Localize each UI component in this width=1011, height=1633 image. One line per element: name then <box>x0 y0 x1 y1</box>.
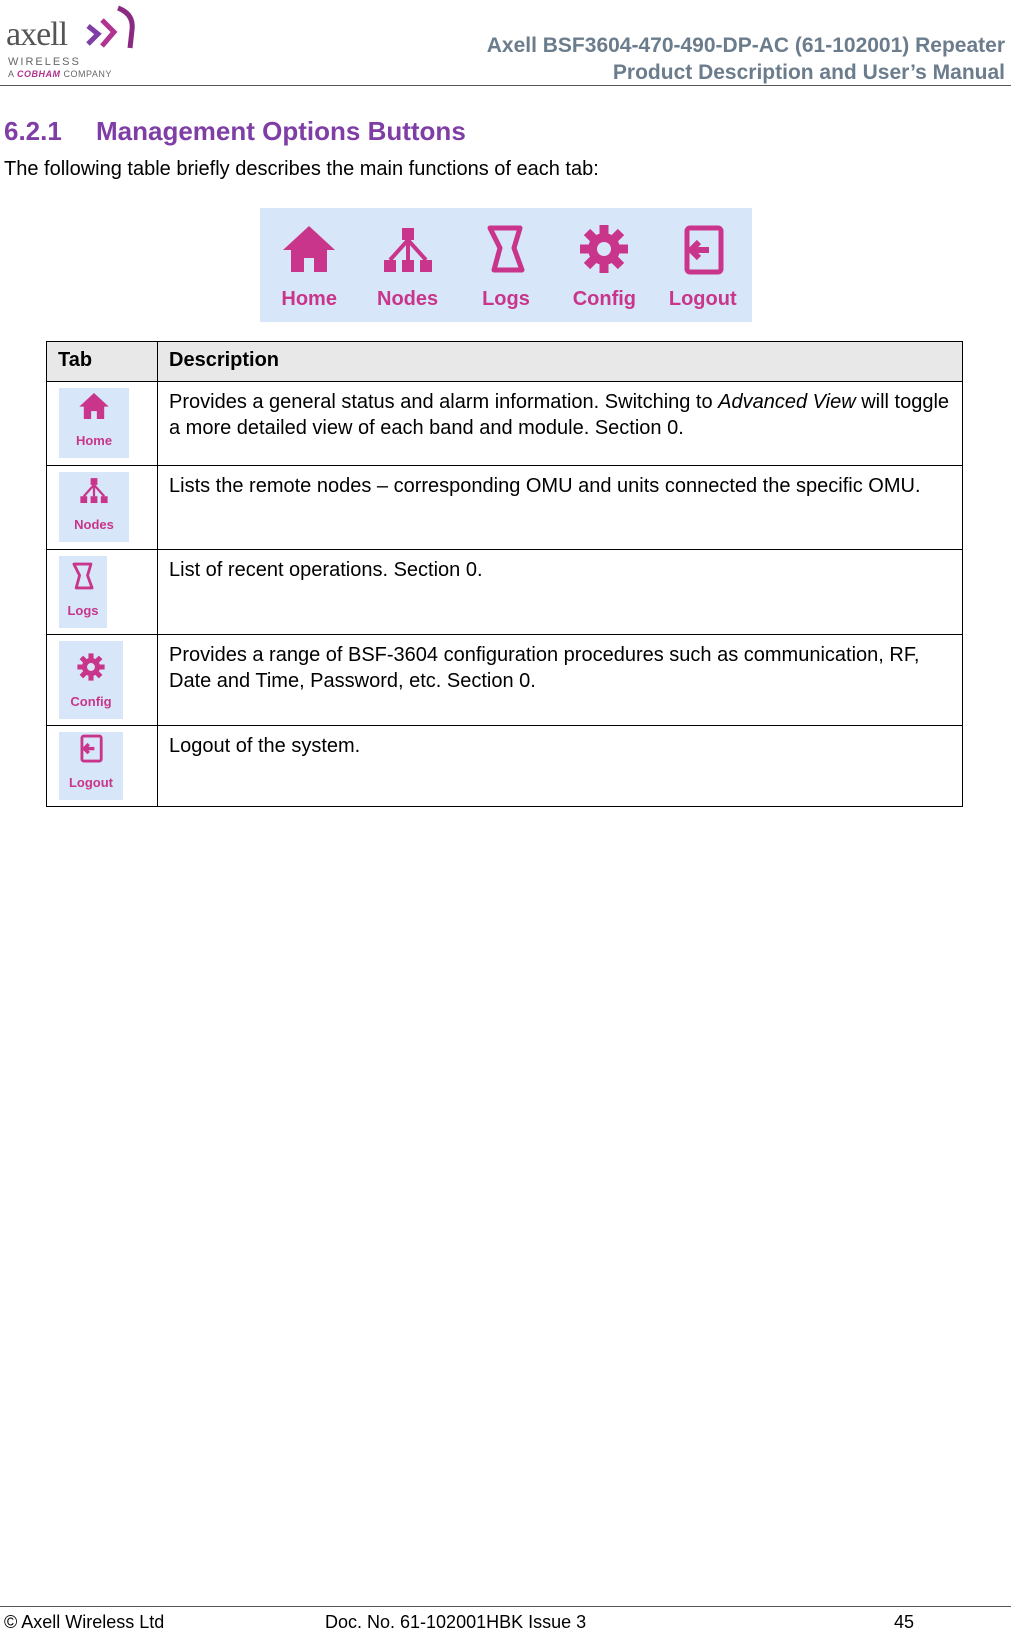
logo-wordmark: axell <box>6 16 68 53</box>
toolbar-home-label: Home <box>281 288 337 310</box>
toolbar-logout-button[interactable] <box>657 208 749 311</box>
logs-tab-image <box>59 556 107 628</box>
logout-tab-label: Logout <box>68 775 114 790</box>
header-title-line2: Product Description and User’s Manual <box>612 61 1005 84</box>
toolbar-config-button[interactable] <box>558 208 650 311</box>
tab-cell <box>47 466 158 550</box>
toolbar-logout-label: Logout <box>668 288 737 310</box>
description-cell: Logout of the system. <box>158 726 963 807</box>
axell-logo <box>6 4 146 80</box>
tab-description-table <box>46 341 963 807</box>
logs-icon <box>476 222 536 276</box>
footer-copyright: © Axell Wireless Ltd <box>4 1612 165 1632</box>
description-cell: Provides a range of BSF-3604 configuration procedures such as communication, RF, Date and Time, Password, etc. Section 0. <box>158 635 963 726</box>
table-header-row <box>47 342 963 382</box>
gear-icon <box>74 651 108 683</box>
document-header-title <box>487 32 1005 86</box>
section-number: 6.2.1 <box>4 116 62 146</box>
table-row <box>47 466 963 550</box>
header-title-line1: Axell BSF3604-470-490-DP-AC (61-102001) Repeater <box>486 34 1005 57</box>
toolbar-nodes-label: Nodes <box>377 288 439 310</box>
section-heading <box>4 116 466 147</box>
logout-icon <box>673 222 733 276</box>
tab-cell <box>47 382 158 466</box>
description-cell: List of recent operations. Section 0. <box>158 550 963 635</box>
table-row <box>47 382 963 466</box>
toolbar-nodes-button[interactable] <box>362 208 454 311</box>
description-cell: Provides a general status and alarm information. Switching to Advanced View will toggle a more detailed view of each band and module. Section 0. <box>158 382 963 466</box>
table-row <box>47 635 963 726</box>
config-tab-label: Config <box>70 694 112 709</box>
logs-tab-label: Logs <box>67 603 99 618</box>
gear-icon <box>574 222 634 276</box>
logo-wireless: WIRELESS <box>8 56 81 68</box>
home-icon <box>279 222 339 276</box>
home-icon <box>77 390 111 422</box>
toolbar-logs-label: Logs <box>482 288 530 310</box>
logo-chevron-icon <box>84 4 140 52</box>
toolbar-config-label: Config <box>572 288 637 310</box>
footer-doc-number: Doc. No. 61-102001HBK Issue 3 <box>325 1612 587 1632</box>
nodes-tab-label: Nodes <box>74 517 114 532</box>
intro-paragraph: The following table briefly describes the main functions of each tab: <box>4 158 599 180</box>
config-tab-image <box>59 641 123 719</box>
toolbar-logs-button[interactable] <box>460 208 552 311</box>
header-description: Description <box>158 342 963 382</box>
logout-icon <box>74 732 108 764</box>
nodes-icon <box>77 474 111 506</box>
toolbar-home-button[interactable] <box>263 208 355 311</box>
nodes-tab-image <box>59 472 129 542</box>
advanced-view-term: Advanced View <box>718 391 856 413</box>
home-tab-label: Home <box>75 433 113 448</box>
table-row <box>47 726 963 807</box>
management-toolbar <box>260 208 752 322</box>
home-tab-image <box>59 388 129 458</box>
tab-cell <box>47 635 158 726</box>
description-cell: Lists the remote nodes – corresponding OMU and units connected the specific OMU. <box>158 466 963 550</box>
nodes-icon <box>378 222 438 276</box>
header-rule <box>0 85 1011 86</box>
footer-page-number: 45 <box>894 1612 915 1632</box>
section-title: Management Options Buttons <box>96 116 466 146</box>
tab-cell <box>47 726 158 807</box>
logs-icon <box>66 560 100 592</box>
footer-rule <box>0 1606 1011 1607</box>
tab-cell <box>47 550 158 635</box>
logo-company: A COBHAM COMPANY <box>8 69 112 79</box>
header-tab: Tab <box>47 342 158 382</box>
table-row <box>47 550 963 635</box>
logout-tab-image <box>59 732 123 800</box>
